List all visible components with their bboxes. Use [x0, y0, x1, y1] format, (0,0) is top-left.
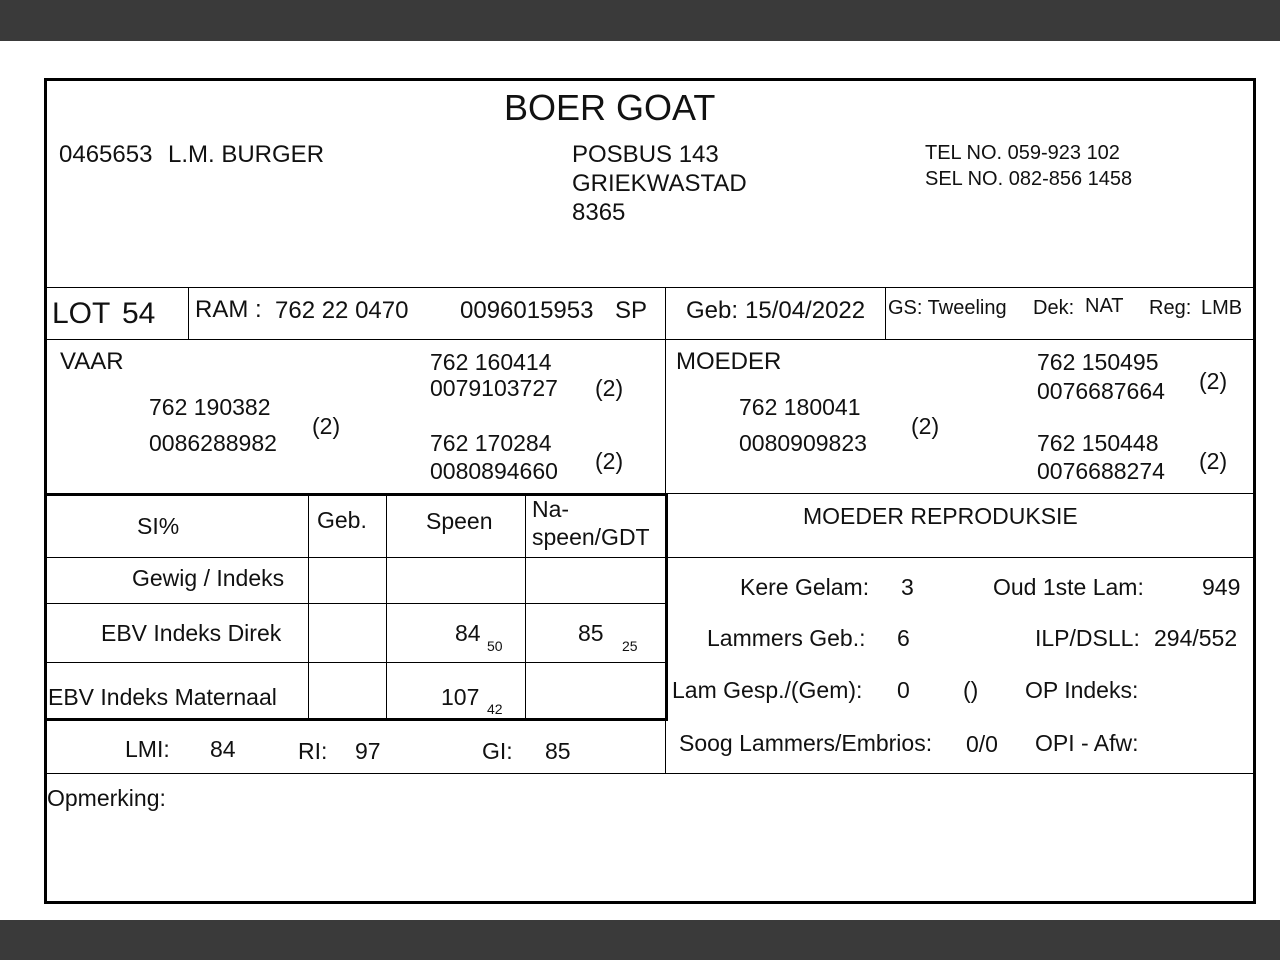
perf-row-line-1: [44, 557, 665, 558]
breeder-id: 0465653: [59, 141, 153, 168]
lmi-value: 84: [210, 736, 236, 762]
moeder-sire-id: 0076687664: [1037, 378, 1165, 404]
bottom-bar: [0, 920, 1280, 960]
perf-row-line-3: [44, 662, 665, 663]
geb-date: 15/04/2022: [745, 297, 866, 324]
moeder-dam-reg: 762 150448: [1037, 430, 1159, 456]
kere-gelam-value: 3: [901, 574, 914, 600]
vaar-id: 0086288982: [149, 430, 277, 456]
dek-value: NAT: [1085, 295, 1124, 317]
moeder-sire-reg: 762 150495: [1037, 349, 1159, 375]
animal-type: RAM :: [195, 296, 262, 323]
ebv-direk-speen-sub: 50: [487, 638, 503, 654]
reg-label: Reg:: [1149, 297, 1192, 319]
animal-grade: SP: [615, 297, 648, 324]
perf-table-bottom: [44, 718, 668, 721]
perf-col-line-3: [525, 496, 526, 718]
moeder-label: MOEDER: [676, 348, 782, 375]
pedigree-card: [44, 78, 1256, 904]
moeder-sire-count: (2): [1199, 368, 1228, 394]
lmi-label: LMI:: [125, 736, 170, 762]
perf-row-line-2: [44, 603, 665, 604]
ebv-maternaal-speen: 107: [441, 684, 480, 710]
gi-label: GI:: [482, 738, 513, 764]
perf-header-si: SI%: [137, 513, 180, 539]
gs-value: GS: Tweeling: [888, 297, 1007, 319]
vaar-dam-reg: 762 170284: [430, 430, 552, 456]
ebv-direk-naspeen-sub: 25: [622, 638, 638, 654]
vaar-reg: 762 190382: [149, 394, 271, 420]
perf-header-naspeen-2: speen/GDT: [532, 524, 650, 550]
animal-id-no: 0096015953: [460, 297, 594, 324]
perf-table-right: [665, 493, 668, 721]
dek-label: Dek:: [1033, 297, 1075, 319]
animal-reg-no: 762 22 0470: [275, 297, 409, 324]
reg-value: LMB: [1201, 297, 1243, 319]
vaar-sire-count: (2): [595, 375, 624, 401]
perf-table-top: [44, 493, 668, 496]
oud-1ste-lam-label: Oud 1ste Lam:: [993, 574, 1144, 600]
tel-no: TEL NO. 059-923 102: [925, 142, 1120, 164]
divider-ident: [44, 339, 1256, 340]
perf-header-speen: Speen: [426, 508, 493, 534]
perf-header-geb: Geb.: [317, 507, 367, 533]
row-ebv-direk-label: EBV Indeks Direk: [101, 620, 282, 646]
geb-label: Geb:: [686, 297, 739, 324]
divider-repro-title: [665, 557, 1256, 558]
soog-label: Soog Lammers/Embrios:: [679, 730, 933, 756]
op-indeks-label: OP Indeks:: [1025, 677, 1139, 703]
lam-gesp-label: Lam Gesp./(Gem):: [672, 677, 863, 703]
lot-label: LOT: [52, 297, 111, 330]
opi-afw-label: OPI - Afw:: [1035, 730, 1139, 756]
divider-indices: [44, 773, 1256, 774]
oud-1ste-lam-value: 949: [1202, 574, 1241, 600]
ilp-dsll-label: ILP/DSLL:: [1035, 625, 1140, 651]
lammers-geb-label: Lammers Geb.:: [707, 625, 866, 651]
address-line-2: GRIEKWASTAD: [572, 170, 747, 197]
perf-col-line-2: [386, 496, 387, 718]
repro-title: MOEDER REPRODUKSIE: [803, 503, 1078, 529]
sel-no: SEL NO. 082-856 1458: [925, 168, 1133, 190]
top-bar: [0, 0, 1280, 41]
vaar-dam-id: 0080894660: [430, 458, 558, 484]
ebv-direk-speen: 84: [455, 620, 481, 646]
moeder-reg: 762 180041: [739, 394, 861, 420]
vaar-label: VAAR: [60, 348, 124, 375]
vaar-sire-reg: 762 160414: [430, 349, 552, 375]
vaar-sire-id: 0079103727: [430, 375, 558, 401]
doc-title: BOER GOAT: [504, 87, 716, 128]
vaar-count: (2): [312, 413, 341, 439]
ri-value: 97: [355, 738, 381, 764]
ilp-dsll-value: 294/552: [1154, 625, 1238, 651]
divider-header: [44, 287, 1256, 288]
lam-gesp-value: 0: [897, 677, 910, 703]
perf-col-line-1: [308, 496, 309, 718]
ebv-maternaal-speen-sub: 42: [487, 701, 503, 717]
ebv-direk-naspeen: 85: [578, 620, 604, 646]
address-line-1: POSBUS 143: [572, 141, 719, 168]
row-ebv-maternaal-label: EBV Indeks Maternaal: [48, 684, 277, 710]
gi-value: 85: [545, 738, 571, 764]
kere-gelam-label: Kere Gelam:: [740, 574, 870, 600]
lot-number: 54: [122, 297, 156, 330]
row-gewig-label: Gewig / Indeks: [132, 565, 285, 591]
soog-value: 0/0: [966, 731, 998, 757]
divider-pedigree-right: [665, 493, 1256, 494]
divider-geb: [885, 287, 886, 339]
perf-header-naspeen-1: Na-: [532, 496, 570, 522]
lammers-geb-value: 6: [897, 625, 910, 651]
opmerking-label: Opmerking:: [47, 785, 166, 811]
moeder-id: 0080909823: [739, 430, 867, 456]
ri-label: RI:: [298, 738, 328, 764]
moeder-count: (2): [911, 413, 940, 439]
address-line-3: 8365: [572, 199, 626, 226]
divider-lot: [188, 287, 189, 339]
breeder-name: L.M. BURGER: [168, 141, 325, 168]
moeder-dam-id: 0076688274: [1037, 458, 1165, 484]
lam-gesp-gem-value: (): [963, 677, 979, 703]
moeder-dam-count: (2): [1199, 448, 1228, 474]
vaar-dam-count: (2): [595, 448, 624, 474]
